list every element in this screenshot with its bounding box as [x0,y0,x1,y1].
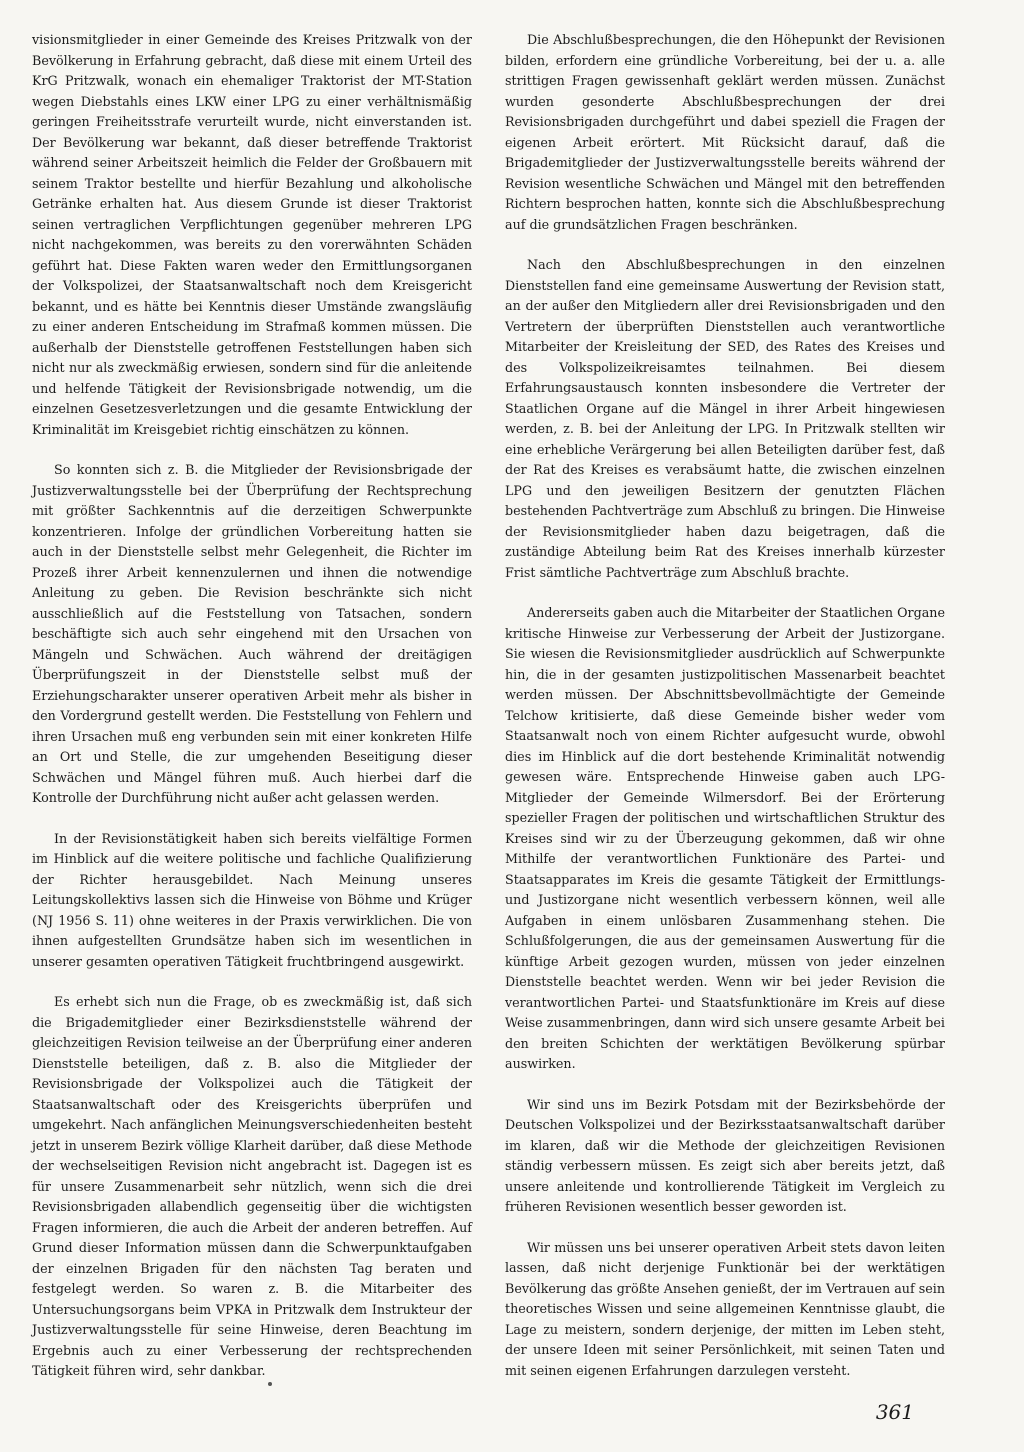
page-number: 361 [875,1400,914,1424]
left-column [32,30,472,1402]
paragraph: So konnten sich z. B. die Mitglieder der Revisionsbrigade der Justizverwaltungsstelle bei der Überprüfung der Rechtsprechung mit größter Sachkenntnis auf die derzeitigen Schwerpunkte konzentrieren. Infolge der gründlichen Vorbereitung hatten sie auch in der Dienststelle selbst mehr Gelegenheit, die Richter im Prozeß ihrer Arbeit kennenzulernen und ihnen die notwendige Anleitung zu geben. Die Revision beschränkte sich nicht ausschließlich auf die Feststellung von Tatsachen, sondern beschäftigte sich auch sehr eingehend mit den Ursachen von Mängeln und Schwächen. Auch während der dreitägigen Überprüfungszeit in der Dienststelle selbst muß der Erziehungscharakter unserer operativen Arbeit mehr als bisher in den Vordergrund gestellt werden. Die Feststellung von Fehlern und ihren Ursachen muß eng verbunden sein mit einer konkreten Hilfe an Ort und Stelle, die zur umgehenden Beseitigung dieser Schwächen und Mängel führen muß. Auch hierbei darf die Kontrolle der Durchführung nicht außer acht gelassen werden. [32,462,472,805]
right-column [505,30,945,1401]
paragraph: Andererseits gaben auch die Mitarbeiter der Staatlichen Organe kritische Hinweise zur Verbesserung der Arbeit der Justizorgane. Sie wiesen die Revisionsmitglieder ausdrücklich auf Schwerpunkte hin, die in der gesamten justizpolitischen Massenarbeit beachtet werden müssen. Der Abschnittsbevollmächtigte der Gemeinde Telchow kritisierte, daß diese Gemeinde bisher weder vom Staatsanwalt noch von einem Richter aufgesucht wurde, obwohl dies im Hinblick auf die dort bestehende Kriminalität notwendig gewesen wäre. Entsprechende Hinweise gaben auch LPG-Mitglieder der Gemeinde Wilmersdorf. Bei der Erörterung spezieller Fragen der politischen und wirtschaftlichen Struktur des Kreises sind wir zu der Überzeugung gekommen, daß wir ohne Mithilfe der verantwortlichen Funktionäre des Partei- und Staatsapparates im Kreis die gesamte Tätigkeit der Ermittlungs- und Justizorgane nicht wesentlich verbessern können, weil alle Aufgaben in einem unlösbaren Zusammenhang stehen. Die Schlußfolgerungen, die aus der gemeinsamen Auswertung für die künftige Arbeit gezogen wurden, müssen von jeder einzelnen Dienststelle beachtet werden. Wenn wir bei jeder Revision die verantwortlichen Partei- und Staatsfunktionäre im Kreis auf diese Weise zusammenbringen, dann wird sich unsere gesamte Arbeit bei den breiten Schichten der werktätigen Bevölkerung spürbar auswirken. [505,605,945,1071]
paragraph: Es erhebt sich nun die Frage, ob es zweckmäßig ist, daß sich die Brigademitglieder einer Bezirksdienststelle während der gleichzeitigen Revision teilweise an der Überprüfung einer anderen Dienststelle beteiligen, daß z. B. also die Mitglieder der Revisionsbrigade der Volkspolizei auch die Tätigkeit der Staatsanwaltschaft oder des Kreisgerichts überprüfen und umgekehrt. Nach anfänglichen Meinungsverschiedenheiten besteht jetzt in unserem Bezirk völlige Klarheit darüber, daß diese Methode der wechselseitigen Revision nicht angebracht ist. Dagegen ist es für unsere Zusammenarbeit sehr nützlich, wenn sich die drei Revisionsbrigaden allabendlich gegenseitig über die wichtigsten Fragen informieren, die auch die Arbeit der anderen betreffen. Auf Grund dieser Information müssen dann die Schwerpunktaufgaben der einzelnen Brigaden für den nächsten Tag beraten und festgelegt werden. So waren z. B. die Mitarbeiter des Untersuchungsorgans beim VPKA in Pritzwalk dem Instrukteur der Justizverwaltungsstelle für seine Hinweise, deren Beachtung im Ergebnis auch zu einer Verbesserung der rechtsprechenden Tätigkeit führen wird, sehr dankbar. [32,994,472,1378]
paragraph: Wir müssen uns bei unserer operativen Arbeit stets davon leiten lassen, daß nicht derjenige Funktionär bei der werktätigen Bevölkerung das größte Ansehen genießt, der im Vertrauen auf sein theoretisches Wissen und seine allgemeinen Kenntnisse glaubt, die Lage zu meistern, sondern derjenige, der mitten im Leben steht, der unsere Ideen mit seiner Persönlichkeit, mit seinen Taten und mit seinen eigenen Erfahrungen darzulegen versteht. [505,1239,945,1378]
paragraph: In der Revisionstätigkeit haben sich bereits vielfältige Formen im Hinblick auf die weitere politische und fachliche Qualifizierung der Richter herausgebildet. Nach Meinung unseres Leitungskollektivs lassen sich die Hinweise von Böhme und Krüger (NJ 1956 S. 11) ohne weiteres in der Praxis verwirklichen. Die von ihnen aufgestellten Grundsätze haben sich im wesentlichen in unserer gesamten operativen Tätigkeit fruchtbringend ausgewirkt. [32,830,472,969]
paragraph: Die Abschlußbesprechungen, die den Höhepunkt der Revisionen bilden, erfordern eine gründliche Vorbereitung, bei der u. a. alle strittigen Fragen gewissenhaft geklärt werden müssen. Zunächst wurden gesonderte Abschlußbesprechungen der drei Revisionsbrigaden durchgeführt und dabei speziell die Fragen der eigenen Arbeit erörtert. Mit Rücksicht darauf, daß die Brigademitglieder der Justizverwaltungsstelle bereits während der Revision wesentliche Schwächen und Mängel mit den betreffenden Richtern besprochen hatten, konnte sich die Abschlußbesprechung auf die grundsätzlichen Fragen beschränken. [505,32,945,232]
paragraph: visionsmitglieder in einer Gemeinde des Kreises Pritzwalk von der Bevölkerung in Erfahrung gebracht, daß diese mit einem Urteil des KrG Pritzwalk, wonach ein ehemaliger Traktorist der MT-Station wegen Diebstahls eines LKW einer LPG zu einer verhältnismäßig geringen Freiheitsstrafe verurteilt wurde, nicht einverstanden ist. Der Bevölkerung war bekannt, daß dieser betreffende Traktorist während seiner Arbeitszeit heimlich die Felder der Großbauern mit seinem Traktor bestellte und hierfür Bezahlung und alkoholische Getränke erhalten hat. Aus diesem Grunde ist dieser Traktorist seinen vertraglichen Verpflichtungen gegenüber mehreren LPG nicht nachgekommen, was bereits zu den vorerwähnten Schäden geführt hat. Diese Fakten waren weder den Ermittlungsorganen der Volkspolizei, der Staatsanwaltschaft noch dem Kreisgericht bekannt, und es hätte bei Kenntnis dieser Umstände zwangsläufig zu einer anderen Entscheidung im Strafmaß kommen müssen. Die außerhalb der Dienststelle getroffenen Feststellungen haben sich nicht nur als zweckmäßig erwiesen, sondern sind für die anleitende und helfende Tätigkeit der Revisionsbrigade notwendig, um die einzelnen Gesetzesverletzungen und die gesamte Entwicklung der Kriminalität im Kreisgebiet richtig einschätzen zu können. [32,32,472,437]
print-speck [268,1382,272,1386]
paragraph: Nach den Abschlußbesprechungen in den einzelnen Dienststellen fand eine gemeinsame Auswertung der Revision statt, an der außer den Mitgliedern aller drei Revisionsbrigaden und den Vertretern der überprüften Dienststellen auch verantwortliche Mitarbeiter der Kreisleitung der SED, des Rates des Kreises und des Volkspolizeikreisamtes teilnahmen. Bei diesem Erfahrungsaustausch konnten insbesondere die Vertreter der Staatlichen Organe auf die Mängel in ihrer Arbeit hingewiesen werden, z. B. bei der Anleitung der LPG. In Pritzwalk stellten wir eine erhebliche Verärgerung bei allen Beteiligten darüber fest, daß der Rat des Kreises es verabsäumt hatte, die zwischen einzelnen LPG und den jeweiligen Besitzern der genutzten Flächen bestehenden Pachtverträge zum Abschluß zu bringen. Die Hinweise der Revisionsmitglieder haben dazu beigetragen, daß die zuständige Abteilung beim Rat des Kreises innerhalb kürzester Frist sämtliche Pachtverträge zum Abschluß brachte. [505,257,945,580]
paragraph: Wir sind uns im Bezirk Potsdam mit der Bezirksbehörde der Deutschen Volkspolizei und der Bezirksstaatsanwaltschaft darüber im klaren, daß wir die Methode der gleichzeitigen Revisionen ständig verbessern müssen. Es zeigt sich aber bereits jetzt, daß unsere anleitende und kontrollierende Tätigkeit im Vergleich zu früheren Revisionen wesentlich besser geworden ist. [505,1096,945,1214]
